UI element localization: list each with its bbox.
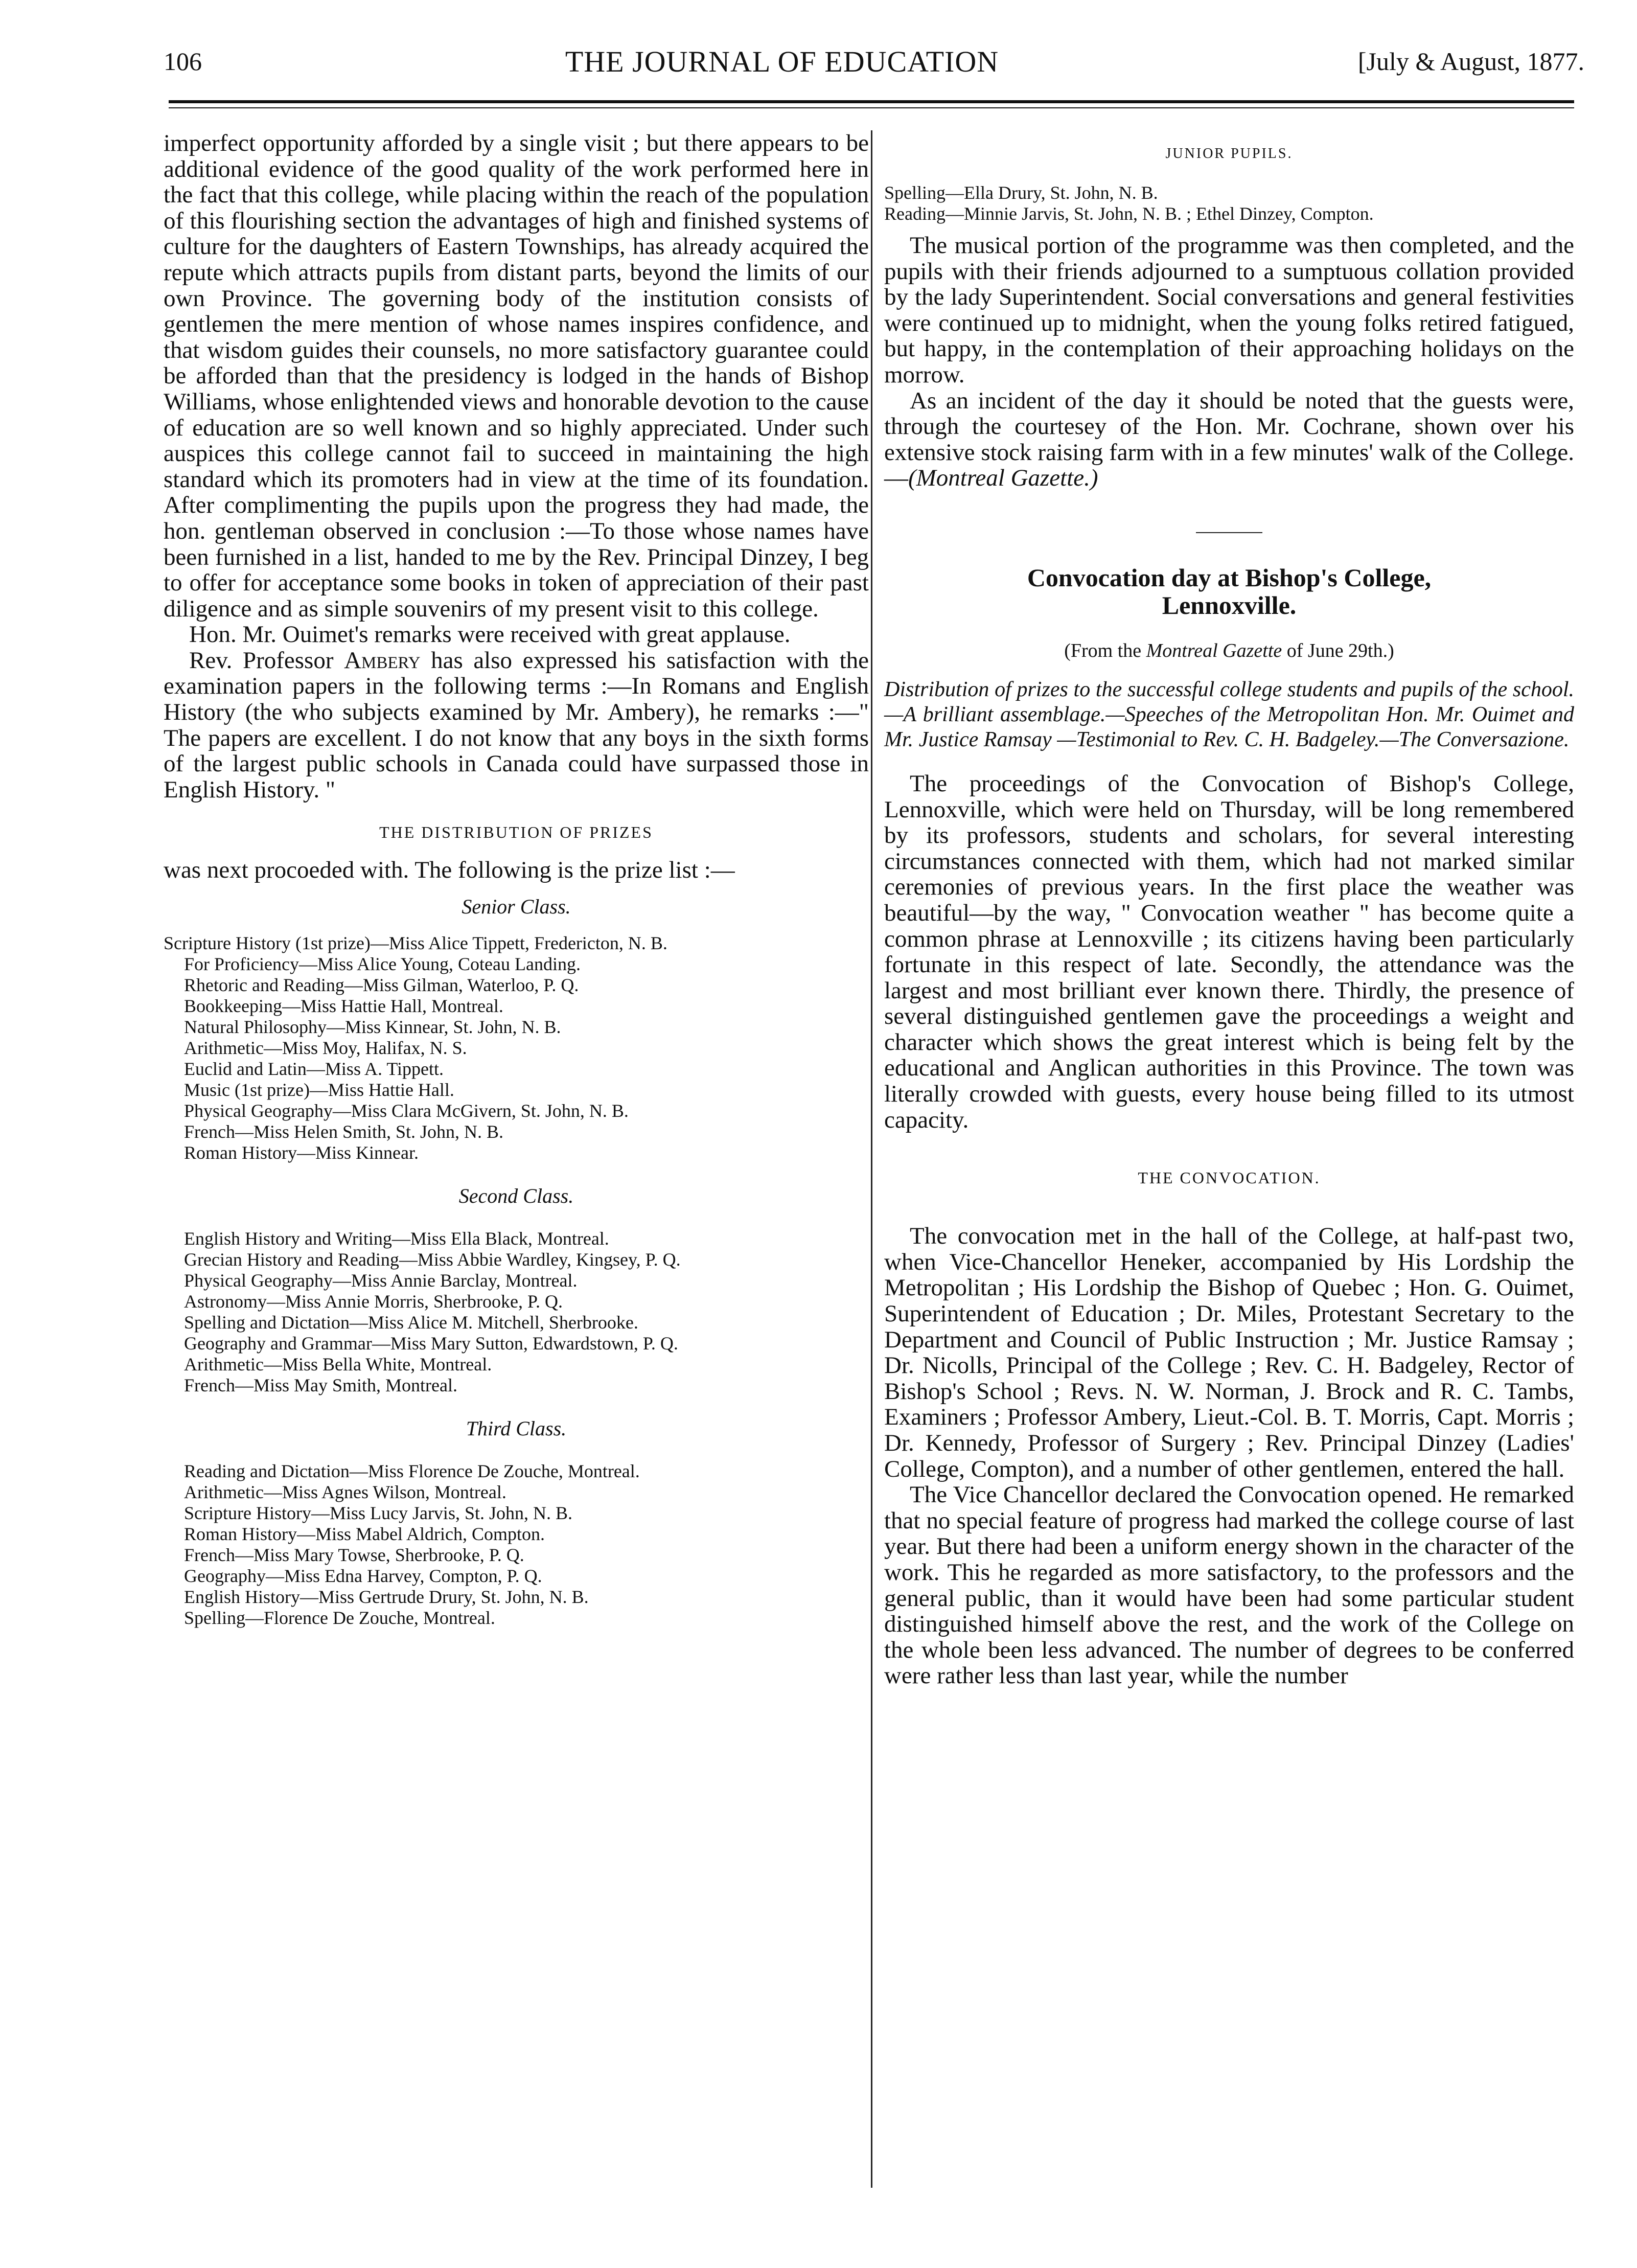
list-item: Roman History—Miss Mabel Aldrich, Compton.	[184, 1524, 545, 1545]
list-item: Natural Philosophy—Miss Kinnear, St. John, N. B.	[184, 1017, 561, 1038]
right-paragraph-2	[884, 388, 1574, 491]
professor-name: Ambery	[344, 647, 421, 674]
list-item: Spelling—Ella Drury, St. John, N. B.	[884, 182, 1158, 203]
list-item: English History and Writing—Miss Ella Black, Montreal.	[184, 1228, 609, 1249]
article-dek: Distribution of prizes to the successful college students and pupils of the school.—A brilliant assemblage.—Speeches of the Metropolitan Hon. Mr. Ouimet and Mr. Justice Ramsay —Testimonial to Rev. C. H. Badgeley.—The Conversazione.	[884, 677, 1574, 751]
left-paragraph-3	[164, 648, 869, 803]
third-class-heading: Third Class.	[466, 1417, 567, 1440]
convocation-heading: THE CONVOCATION.	[1138, 1169, 1321, 1187]
list-item: Scripture History—Miss Lucy Jarvis, St. John, N. B.	[184, 1503, 572, 1524]
issue-date: [July & August, 1877.	[1357, 47, 1584, 76]
list-item: Geography and Grammar—Miss Mary Sutton, Edwardstown, P. Q.	[184, 1333, 678, 1354]
list-item: Music (1st prize)—Miss Hattie Hall.	[184, 1080, 454, 1101]
left-column	[164, 130, 869, 1629]
article-title-line-1: Convocation day at Bishop's College,	[1027, 563, 1432, 592]
left-paragraph-1: imperfect opportunity afforded by a single visit ; but there appears to be additional evidence of the good quality of the work performed here in the fact that this college, while placing within the reach of the population of this flourishing section the advantages of high and finished systems of culture for the daughters of Eastern Townships, has already acquired the repute which attracts pupils from distant parts, beyond the limits of our own Province. The governing body of the institution consists of gentlemen the mere mention of whose names inspires confidence, and that wisdom guides their counsels, no more satisfactory guarantee could be afforded than that the presidency is lodged in the hands of Bishop Williams, whose enlightended views and honorable devotion to the cause of education are so well known and so highly appreciated. Under such auspices this college cannot fail to succeed in maintaining the high standard which its promoters had in view at the time of its foundation. After complimenting the pupils upon the progress they had made, the hon. gentleman observed in conclusion :—To those whose names have been furnished in a list, handed to me by the Rev. Principal Dinzey, I beg to offer for acceptance some books in token of appreciation of their past diligence and as simple souvenirs of my present visit to this college.	[164, 130, 869, 622]
page-number: 106	[164, 47, 202, 76]
list-item: Arithmetic—Miss Bella White, Montreal.	[184, 1354, 492, 1375]
header-rule-thin	[169, 107, 1574, 108]
right-paragraph-3: The proceedings of the Convocation of Bishop's College, Lennoxville, which were held on Thursday, will be long remembered by its professors, students and scholars, for several interesting circumstances connected with them, which had not marked similar ceremonies of previous years. In the first place the weather was beautiful—by the way, " Convocation weather " has become quite a common phrase at Lennoxville ; its citizens having been particularly fortunate in this respect of late. Secondly, the attendance was the largest and most brilliant ever known there. Thirdly, the presence of several distinguished gentlemen gave the proceedings a weight and character which shows the great interest which is being felt by the educational and Anglican authorities in this Province. The town was literally crowded with guests, every house being filled to its utmost capacity.	[884, 770, 1574, 1133]
third-prize-list	[164, 1461, 869, 1629]
list-item: French—Miss Helen Smith, St. John, N. B.	[184, 1121, 504, 1142]
right-paragraph-2-source: (Montreal Gazette.)	[908, 465, 1098, 492]
list-item: Physical Geography—Miss Clara McGivern, St. John, N. B.	[184, 1101, 629, 1121]
article-source	[884, 639, 1574, 662]
second-prize-list	[164, 1228, 869, 1396]
list-item: Physical Geography—Miss Annie Barclay, Montreal.	[184, 1270, 578, 1291]
second-class-heading: Second Class.	[458, 1184, 574, 1208]
list-item: For Proficiency—Miss Alice Young, Coteau Landing.	[184, 954, 581, 975]
list-item: Grecian History and Reading—Miss Abbie Wardley, Kingsey, P. Q.	[184, 1249, 681, 1270]
right-paragraph-4: The convocation met in the hall of the College, at half-past two, when Vice-Chancellor Heneker, accompanied by His Lordship the Metropolitan ; His Lordship the Bishop of Quebec ; Hon. G. Ouimet, Superintendent of Education ; Dr. Miles, Protestant Secretary to the Department and Council of Public Instruction ; Mr. Justice Ramsay ; Dr. Nicolls, Principal of the College ; Rev. C. H. Badgeley, Rector of Bishop's School ; Revs. N. W. Norman, J. Brock and R. C. Tambs, Examiners ; Professor Ambery, Lieut.-Col. B. T. Morris, Capt. Morris ; Dr. Kennedy, Professor of Surgery ; Rev. Principal Dinzey (Ladies' College, Compton), and a number of other gentlemen, entered the hall.	[884, 1223, 1574, 1482]
list-item: Reading and Dictation—Miss Florence De Zouche, Montreal.	[184, 1461, 640, 1482]
left-paragraph-4: was next procoeded with. The following is the prize list :—	[164, 857, 735, 884]
running-header	[164, 41, 1584, 82]
right-column	[884, 130, 1574, 1689]
right-paragraph-1: The musical portion of the programme was then completed, and the pupils with their friends adjourned to a sumptuous collation provided by the lady Superintendent. Social conversations and general festivities were continued up to midnight, when the young folks retired fatigued, but happy, in the contemplation of their approaching holidays on the morrow.	[884, 232, 1574, 388]
senior-prize-list	[164, 933, 869, 1163]
junior-prize-list	[884, 182, 1574, 224]
list-item: Reading—Minnie Jarvis, St. John, N. B. ; Ethel Dinzey, Compton.	[884, 203, 1374, 224]
list-item: Scripture History (1st prize)—Miss Alice Tippett, Fredericton, N. B.	[164, 933, 667, 954]
journal-title: THE JOURNAL OF EDUCATION	[565, 44, 999, 78]
article-title	[884, 564, 1574, 619]
list-item: Astronomy—Miss Annie Morris, Sherbrooke, P. Q.	[184, 1291, 563, 1312]
right-paragraph-2-text: As an incident of the day it should be noted that the guests were, through the courtesey of the Hon. Mr. Cochrane, shown over his extensive stock raising farm with in a few minutes' walk of the College.—	[884, 387, 1574, 492]
list-item: Geography—Miss Edna Harvey, Compton, P. Q.	[184, 1566, 542, 1587]
article-title-line-2: Lennoxville.	[1162, 590, 1297, 620]
distribution-heading: THE DISTRIBUTION OF PRIZES	[379, 823, 653, 842]
left-paragraph-3-post: has also expressed his satisfaction with the examination papers in the following terms :—In Romans and English History (the who subjects examined by Mr. Ambery), he remarks :—" The papers are excellent. I do not know that any boys in the sixth forms of the largest public schools in Canada could have surpassed those in English History. "	[164, 647, 869, 803]
list-item: Roman History—Miss Kinnear.	[184, 1142, 419, 1163]
right-paragraph-5: The Vice Chancellor declared the Convocation opened. He remarked that no special feature of progress had marked the college course of last year. But there had been a uniform energy shown in the character of the work. This he regarded as more satisfactory, to the professors and the general public, than it would have been had some particular student distinguished himself above the rest, and the work of the College on the whole been less advanced. The number of degrees to be conferred were rather less than last year, while the number	[884, 1481, 1574, 1689]
list-item: Rhetoric and Reading—Miss Gilman, Waterloo, P. Q.	[184, 975, 579, 996]
left-paragraph-2: Hon. Mr. Ouimet's remarks were received with great applause.	[189, 621, 791, 648]
article-source-paper: Montreal Gazette	[1146, 639, 1282, 661]
list-item: Arithmetic—Miss Agnes Wilson, Montreal.	[184, 1482, 506, 1503]
junior-pupils-heading: JUNIOR PUPILS.	[1165, 146, 1293, 162]
article-source-post: of June 29th.)	[1286, 639, 1394, 661]
list-item: Spelling—Florence De Zouche, Montreal.	[184, 1608, 495, 1629]
list-item: Spelling and Dictation—Miss Alice M. Mitchell, Sherbrooke.	[184, 1312, 638, 1333]
list-item: Euclid and Latin—Miss A. Tippett.	[184, 1059, 444, 1080]
column-divider	[871, 130, 872, 2188]
list-item: Arithmetic—Miss Moy, Halifax, N. S.	[184, 1038, 467, 1059]
senior-class-heading: Senior Class.	[462, 895, 571, 919]
list-item: French—Miss Mary Towse, Sherbrooke, P. Q.	[184, 1545, 524, 1566]
article-source-pre: (From the	[1064, 639, 1142, 661]
list-item: English History—Miss Gertrude Drury, St. John, N. B.	[184, 1587, 589, 1608]
header-rule-thick	[169, 100, 1574, 103]
list-item: Bookkeeping—Miss Hattie Hall, Montreal.	[184, 996, 503, 1017]
list-item: French—Miss May Smith, Montreal.	[184, 1375, 457, 1396]
left-paragraph-3-pre: Rev. Professor	[189, 647, 334, 674]
